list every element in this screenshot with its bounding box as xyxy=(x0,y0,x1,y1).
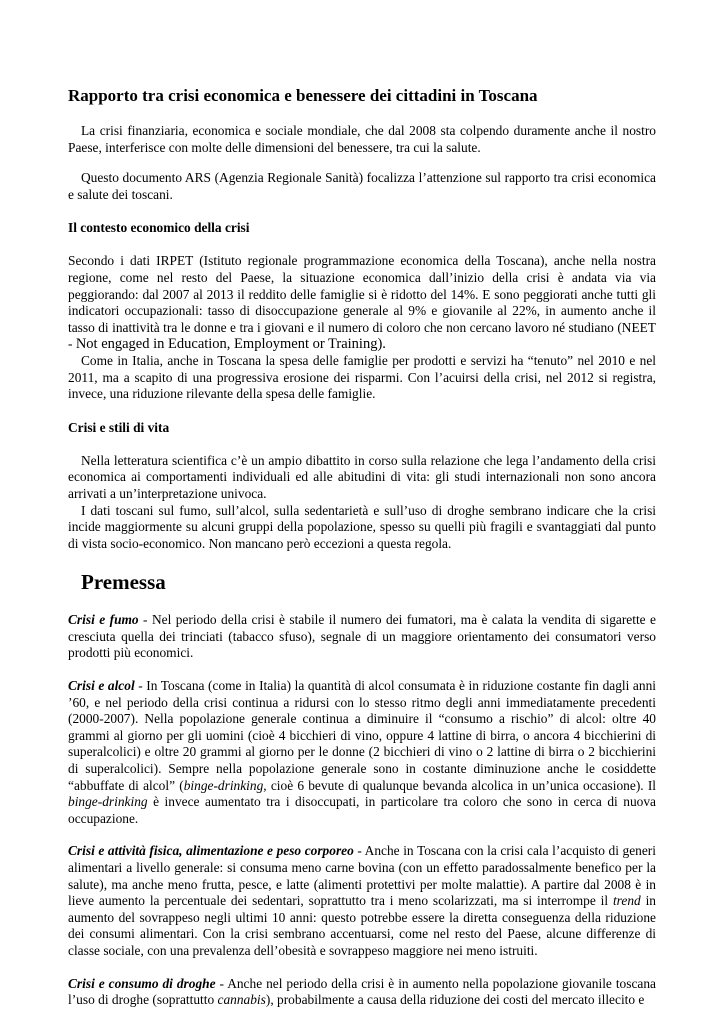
text-physical-activity-2: in aumento del sovrappeso negli ultimi 10 anni: questo potrebbe essere la diretta conseguenza della riduzione dei consumi alimentari. Con la crisi sembrano accentuarsi, come nel resto del Paese, alcune differenze di classe sociale, con una prevalenza dell’obesità e sovrappeso maggiore nei meno istruiti. xyxy=(68,893,656,958)
neet-definition: Not engaged in Education, Employment or Training). xyxy=(75,336,386,353)
lead-alcohol: Crisi e alcol xyxy=(68,678,135,694)
paragraph-drugs xyxy=(68,976,656,1009)
text-alcohol-3: è invece aumentato tra i disoccupati, in particolare tra coloro che sono in cerca di nuova occupazione. xyxy=(68,794,656,826)
text-alcohol-1: - In Toscana (come in Italia) la quantità di alcol consumata è in riduzione costante fin dagli anni ’60, e nel periodo della crisi continua a ridursi con lo stesso ritmo degli anni immediatamente precedenti (2000-2007). Nella popolazione generale continua a diminuire il “consumo a rischio” di alcol: oltre 40 grammi al giorno per gli uomini (cioè 4 bicchieri di vino, oppure 4 lattine di birra, o ancora 4 bicchierini di superalcolici) e oltre 20 grammi al giorno per le donne (2 bicchieri di vino o 2 lattine di birra o 2 bicchierini di superalcolici). Sempre nella popolazione generale sono in costante diminuzione anche le cosiddette “abbuffate di alcol” ( xyxy=(68,678,656,793)
lifestyles-paragraph-1: Nella letteratura scientifica c’è un ampio dibattito in corso sulla relazione che lega l’andamento della crisi economica ai comportamenti individuali ed alle abitudini di vita: gli studi internazionali non sono ancora arrivati a un’interpretazione univoca. xyxy=(68,452,656,501)
economic-context-text: Secondo i dati IRPET (Istituto regionale programmazione economica della Toscana), anche nella nostra regione, come nel resto del Paese, la situazione economica dall’inizio della crisi è andata via via peggiorando: dal 2007 al 2013 il reddito delle famiglie si è ridotto del 14%. E sono peggiorati anche tutti gli indicatori occupazionali: tasso di disoccupazione generale al 9% e giovanile al 22%, in aumento anche il tasso di inattività tra le donne e tra i giovani e il numero di coloro che non cercano lavoro né studiano xyxy=(68,253,656,335)
text-drugs-2: ), probabilmente a causa della riduzione dei costi del mercato illecito e xyxy=(265,992,645,1008)
lead-drugs: Crisi e consumo di droghe xyxy=(68,975,216,991)
intro-paragraph-1: La crisi finanziaria, economica e sociale mondiale, che dal 2008 sta colpendo duramente anche il nostro Paese, interferisce con molte delle dimensioni del benessere, tra cui la salute. xyxy=(68,123,656,155)
term-trend: trend xyxy=(612,893,641,909)
text-drugs-1: - Anche nel periodo della crisi è in aumento nella popolazione giovanile toscana l’uso di droghe (soprattutto xyxy=(68,975,656,1008)
paragraph-alcohol xyxy=(68,678,656,827)
document-title: Rapporto tra crisi economica e benessere dei cittadini in Toscana xyxy=(68,86,538,105)
text-physical-activity-1: - Anche in Toscana con la crisi cala l’acquisto di generi alimentari a livello generale: si consuma meno carne bovina (con un effetto paradossalmente benefico per la salute), ma anche meno frutta, pesce, e latte (alimenti protettivi per molte malattie). A partire dal 2008 è in lieve aumento la percentuale dei sedentari, soprattutto tra i meno scolarizzati, ma si interrompe il xyxy=(68,843,656,909)
paragraph-smoking xyxy=(68,612,656,662)
text-alcohol-2: , cioè 6 bevute di qualunque bevanda alcolica in un’unica occasione). Il xyxy=(263,777,657,793)
term-cannabis: cannabis xyxy=(217,992,266,1008)
lifestyles-paragraph-2: I dati toscani sul fumo, sull’alcol, sulla sedentarietà e sull’uso di droghe sembrano indicare che la crisi incide maggiormente su alcuni gruppi della popolazione, spesso su quelli più fragili e svantaggiati dal punto di vista socio-economico. Non mancano però eccezioni a questa regola. xyxy=(68,502,656,551)
economic-context-paragraph-2: Come in Italia, anche in Toscana la spesa delle famiglie per prodotti e servizi ha “tenuto” nel 2010 e nel 2011, ma a scapito di una progressiva erosione dei risparmi. Con l’acuirsi della crisi, nel 2012 si registra, invece, una riduzione rilevante della spesa delle famiglie. xyxy=(68,352,656,402)
neet-open: (NEET - xyxy=(68,319,656,352)
lead-smoking: Crisi e fumo xyxy=(68,612,139,628)
term-binge-drinking-1: binge-drinking xyxy=(183,777,264,793)
intro-paragraph-2: Questo documento ARS (Agenzia Regionale Sanità) focalizza l’attenzione sul rapporto tra crisi economica e salute dei toscani. xyxy=(68,170,656,202)
document-body xyxy=(68,86,656,1009)
economic-context-paragraph-1 xyxy=(68,253,656,353)
premessa-heading: Premessa xyxy=(81,570,166,595)
term-binge-drinking-2: binge-drinking xyxy=(68,794,148,810)
text-smoking: - Nel periodo della crisi è stabile il numero dei fumatori, ma è calata la vendita di sigarette e cresciuta quella dei trinciati (tabacco sfuso), segnale di un maggiore orientamento dei consumatori verso prodotti più economici. xyxy=(68,612,656,661)
paragraph-physical-activity xyxy=(68,843,656,959)
section-heading-lifestyles: Crisi e stili di vita xyxy=(68,419,170,435)
lead-physical-activity: Crisi e attività fisica, alimentazione e peso corporeo xyxy=(68,843,354,859)
section-heading-economic-context: Il contesto economico della crisi xyxy=(68,220,250,236)
